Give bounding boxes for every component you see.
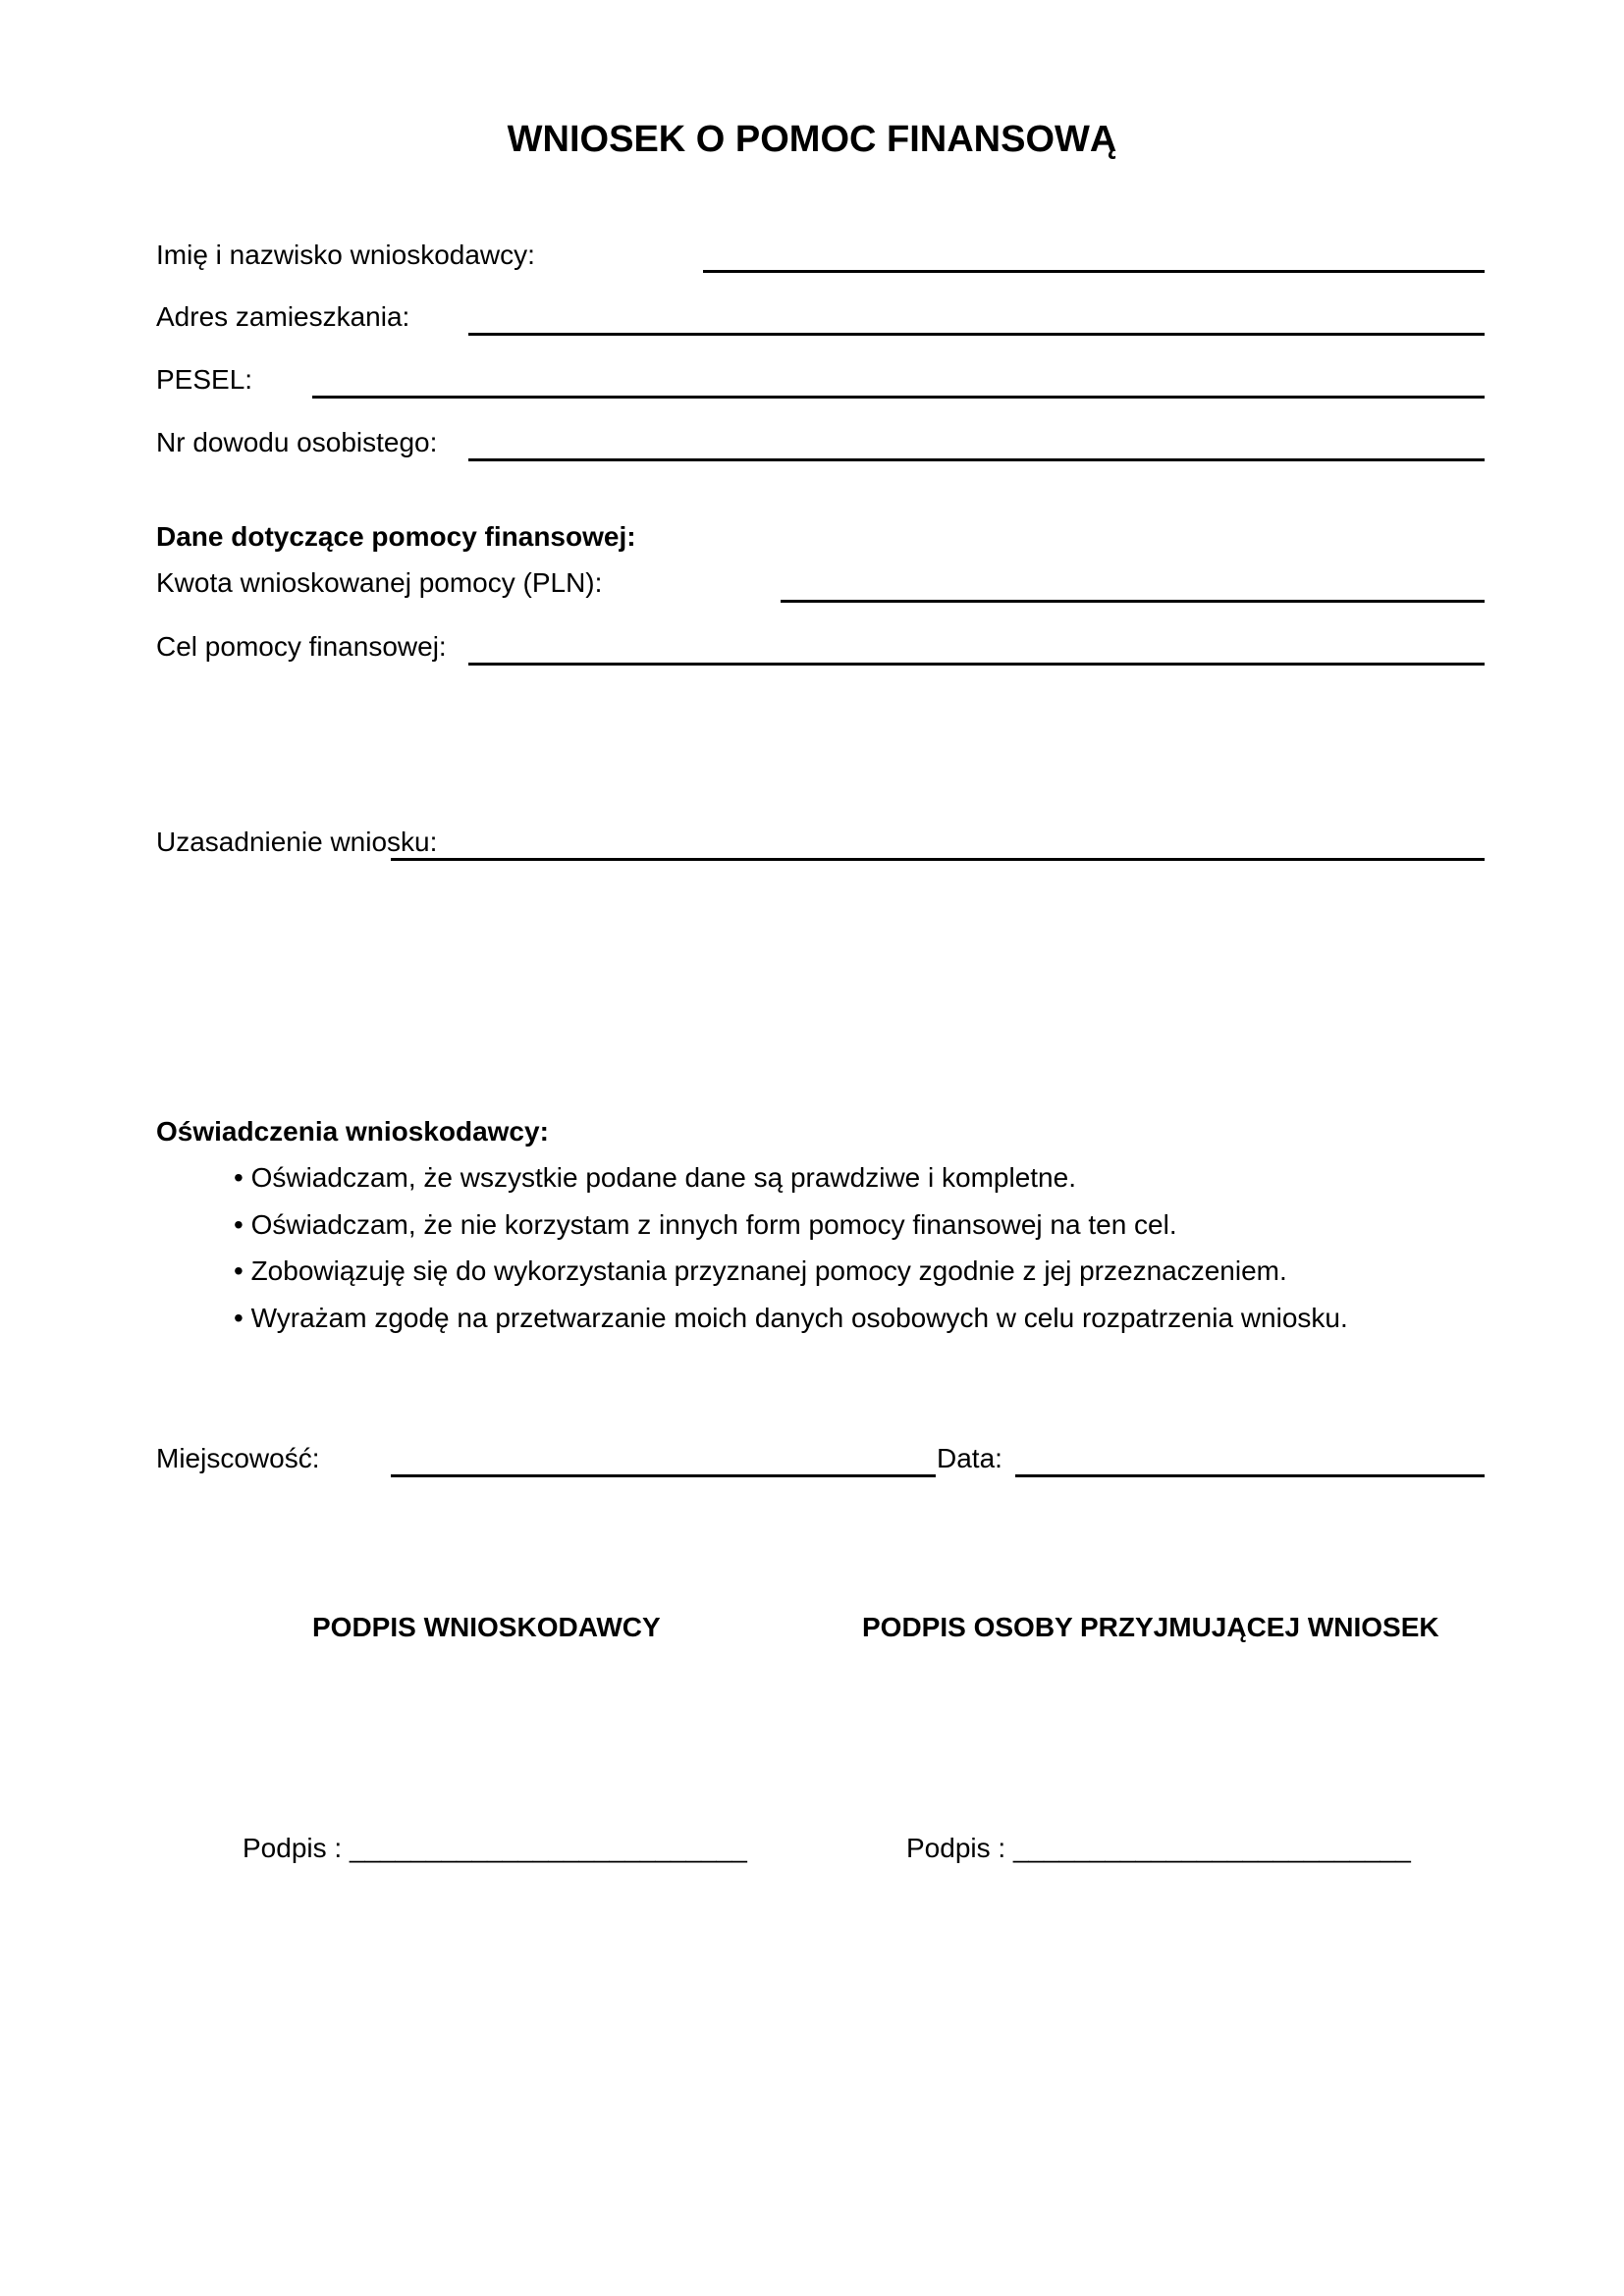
date-label: Data:: [937, 1443, 1002, 1473]
aid-amount-label: Kwota wnioskowanej pomocy (PLN):: [156, 567, 603, 598]
id-number-label: Nr dowodu osobistego:: [156, 427, 438, 457]
pesel-field[interactable]: [312, 396, 1485, 399]
applicant-address-label: Adres zamieszkania:: [156, 301, 410, 332]
justification-field[interactable]: [391, 858, 1485, 861]
aid-purpose-label: Cel pomocy finansowej:: [156, 631, 447, 662]
document-title: WNIOSEK O POMOC FINANSOWĄ: [507, 119, 1117, 160]
id-number-field[interactable]: [468, 458, 1485, 461]
aid-purpose-field[interactable]: [468, 663, 1485, 666]
declaration-item-2: • Oświadczam, że nie korzystam z innych form pomocy finansowej na ten cel.: [234, 1209, 1177, 1240]
justification-label: Uzasadnienie wniosku:: [156, 827, 438, 857]
place-label: Miejscowość:: [156, 1443, 320, 1473]
applicant-signature-heading: PODPIS WNIOSKODAWCY: [312, 1612, 661, 1642]
aid-amount-field[interactable]: [781, 600, 1485, 603]
aid-section-heading: Dane dotyczące pomocy finansowej:: [156, 521, 636, 552]
declaration-item-4: • Wyrażam zgodę na przetwarzanie moich danych osobowych w celu rozpatrzenia wniosku.: [234, 1303, 1348, 1333]
receiver-signature-field[interactable]: Podpis : __________________________: [906, 1833, 1411, 1863]
applicant-name-label: Imię i nazwisko wnioskodawcy:: [156, 240, 535, 270]
place-field[interactable]: [391, 1474, 936, 1477]
pesel-label: PESEL:: [156, 364, 253, 395]
receiver-signature-heading: PODPIS OSOBY PRZYJMUJĄCEJ WNIOSEK: [862, 1612, 1439, 1642]
declarations-heading: Oświadczenia wnioskodawcy:: [156, 1116, 549, 1147]
date-field[interactable]: [1015, 1474, 1485, 1477]
applicant-signature-field[interactable]: Podpis : __________________________: [243, 1833, 747, 1863]
applicant-address-field[interactable]: [468, 333, 1485, 336]
declaration-item-1: • Oświadczam, że wszystkie podane dane są prawdziwe i kompletne.: [234, 1162, 1076, 1193]
declaration-item-3: • Zobowiązuję się do wykorzystania przyznanej pomocy zgodnie z jej przeznaczeniem.: [234, 1255, 1287, 1286]
applicant-name-field[interactable]: [703, 270, 1485, 273]
